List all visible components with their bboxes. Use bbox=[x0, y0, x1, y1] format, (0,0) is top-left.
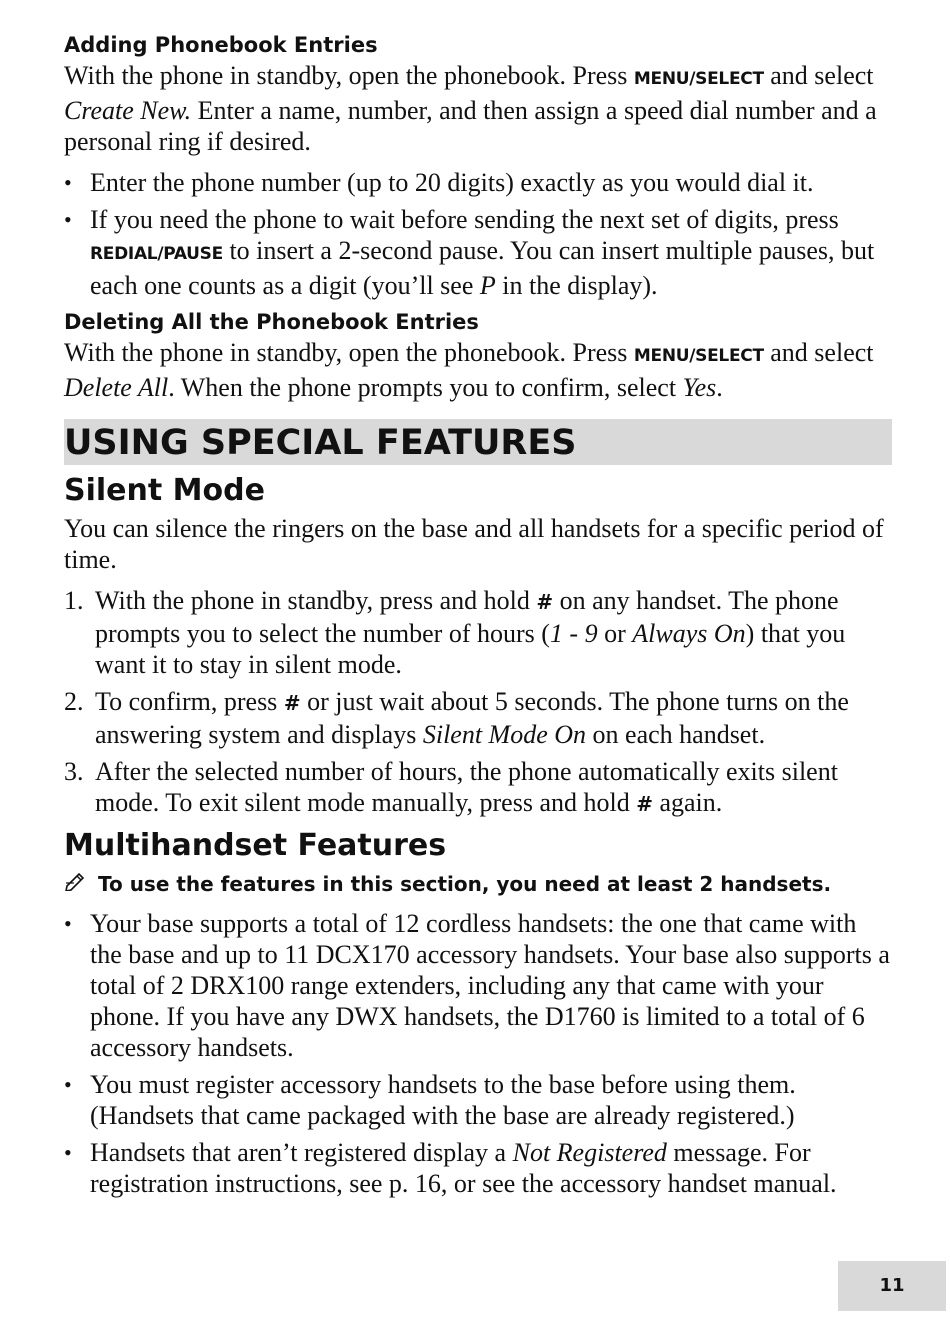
menu-select-key: MENU/SELECT bbox=[633, 346, 764, 366]
redial-pause-key: REDIAL/PAUSE bbox=[90, 244, 223, 264]
multihandset-note: To use the features in this section, you need at least 2 handsets. bbox=[64, 870, 892, 898]
hash-key: # bbox=[636, 792, 653, 816]
list-item: • Your base supports a total of 12 cordless handsets: the one that came with the base and up to 11 DCX170 accessory handsets. Your base also supports a total of 2 DRX100 range extenders, including any that came with your phone. If you have any DWX handsets, the D1760 is limited to a total of 6 accessory handsets. bbox=[64, 908, 892, 1063]
adding-entries-bullets bbox=[64, 167, 892, 301]
list-item: 2. To confirm, press # or just wait about 5 seconds. The phone turns on the answering system and displays Silent Mode On on each handset. bbox=[64, 687, 849, 749]
adding-entries-paragraph: With the phone in standby, open the phonebook. Press MENU/SELECT and select Create New. Enter a name, number, and then assign a speed dial number and a personal ring if desired. bbox=[64, 61, 877, 156]
list-item: • Enter the phone number (up to 20 digits) exactly as you would dial it. bbox=[64, 167, 892, 198]
hash-key: # bbox=[536, 590, 554, 614]
section-title-bar: USING SPECIAL FEATURES bbox=[64, 419, 892, 465]
list-item: 3. After the selected number of hours, the phone automatically exits silent mode. To exit silent mode manually, press and hold # again. bbox=[64, 757, 838, 817]
hash-key: # bbox=[283, 691, 301, 715]
list-item: • You must register accessory handsets to the base before using them. (Handsets that came packaged with the base are already registered.) bbox=[64, 1069, 892, 1131]
page-number: 11 bbox=[838, 1261, 946, 1311]
manual-page bbox=[64, 30, 892, 1205]
heading-adding-phonebook-entries: Adding Phonebook Entries bbox=[64, 33, 378, 57]
heading-deleting-all-entries: Deleting All the Phonebook Entries bbox=[64, 310, 479, 334]
pencil-note-icon bbox=[64, 870, 98, 898]
heading-silent-mode: Silent Mode bbox=[64, 473, 265, 508]
silent-mode-steps bbox=[64, 585, 892, 820]
silent-mode-intro: You can silence the ringers on the base and all handsets for a specific period of time. bbox=[64, 514, 884, 574]
heading-multihandset-features: Multihandset Features bbox=[64, 828, 447, 863]
list-item: 1. With the phone in standby, press and hold # on any handset. The phone prompts you to select the number of hours (1 - 9 or Always On) that you want it to stay in silent mode. bbox=[64, 586, 846, 679]
multihandset-bullets bbox=[64, 908, 892, 1199]
list-item: • If you need the phone to wait before sending the next set of digits, press REDIAL/PAUSE to insert a 2-second pause. You can insert multiple pauses, but each one counts as a digit (you’ll see P in the display). bbox=[64, 204, 892, 301]
list-item: • Handsets that aren’t registered display a Not Registered message. For registration instructions, see p. 16, or see the accessory handset manual. bbox=[64, 1137, 892, 1199]
menu-select-key: MENU/SELECT bbox=[633, 69, 764, 89]
deleting-entries-paragraph: With the phone in standby, open the phonebook. Press MENU/SELECT and select Delete All. When the phone prompts you to confirm, select Yes. bbox=[64, 338, 874, 402]
